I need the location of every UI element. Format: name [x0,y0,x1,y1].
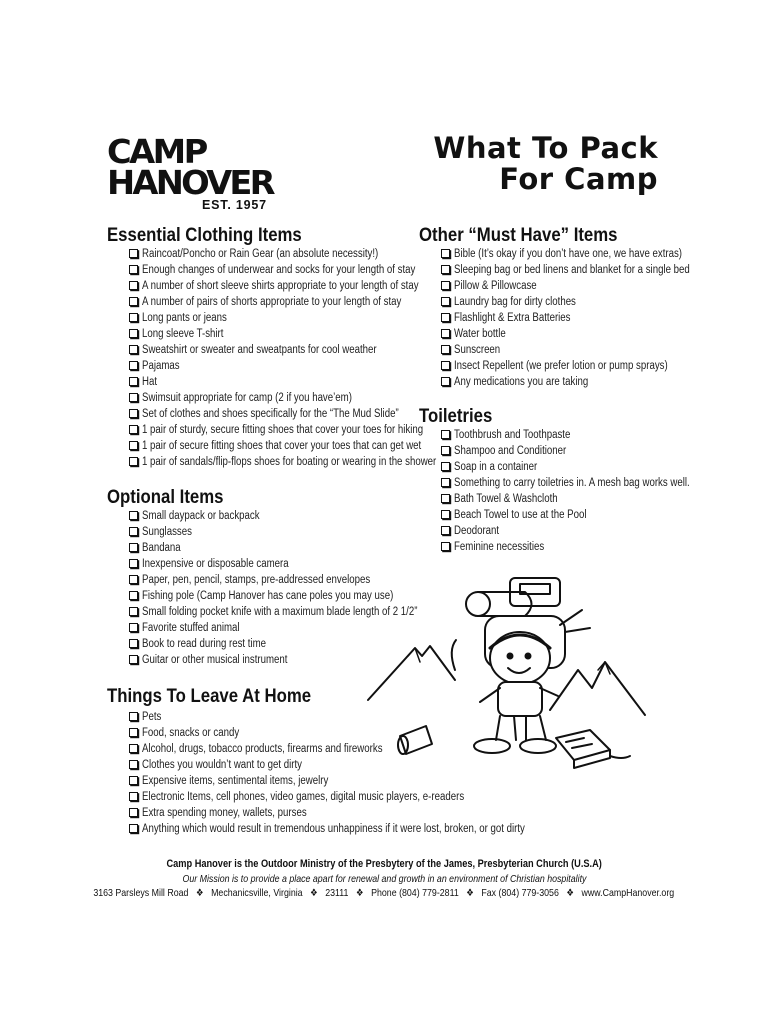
checklist-item-label: Inexpensive or disposable camera [142,558,289,570]
checklist-item [441,374,735,390]
separator-icon: ❖ [196,888,204,899]
separator-icon: ❖ [356,888,364,899]
checklist-item-label: Bible (It’s okay if you don’t have one, we have extras) [454,248,683,260]
contact-item: Fax (804) 779-3056 [481,887,560,899]
tipped-cup-drawing [398,726,432,754]
checklist-item-label: Insect Repellent (we prefer lotion or pump sprays) [454,360,668,372]
contact-item: 3163 Parsleys Mill Road [93,887,189,899]
checkbox-icon[interactable] [129,361,138,370]
checklist-item [129,262,492,278]
checklist-item-label: Food, snacks or candy [142,727,240,739]
checklist-item-label: Alcohol, drugs, tobacco products, firearms and fireworks [142,743,383,755]
checklist-item [441,342,735,358]
checklist-item-label: Book to read during rest time [142,638,267,650]
checkbox-icon[interactable] [129,265,138,274]
checkbox-icon[interactable] [129,511,138,520]
checklist-item [129,374,492,390]
optional-heading: Optional Items [107,486,224,508]
checkbox-icon[interactable] [129,313,138,322]
checklist-item-label: Expensive items, sentimental items, jewelry [142,775,329,787]
checkbox-icon[interactable] [129,591,138,600]
checklist-item-label: Water bottle [454,328,506,340]
checklist-item [129,789,598,805]
must-have-heading: Other “Must Have” Items [419,224,618,246]
checkbox-icon[interactable] [129,792,138,801]
checklist-item-label: Clothes you wouldn’t want to get dirty [142,759,303,771]
checklist-item-label: 1 pair of sandals/flip-flops shoes for boating or wearing in the shower [142,456,437,468]
checklist-item-label: Sleeping bag or bed linens and blanket for a single bed [454,264,690,276]
page-title [433,133,658,195]
checklist-item-label: Any medications you are taking [454,376,589,388]
footer-mission-line [0,873,768,885]
footer-contact-text [94,887,675,899]
checkbox-icon[interactable] [129,776,138,785]
checklist-item-label: Bandana [142,542,181,554]
checklist-item-label: Flashlight & Extra Batteries [454,312,571,324]
checklist-item-label: Hat [142,376,158,388]
checklist-item-label: Pets [142,711,162,723]
checkbox-icon[interactable] [129,655,138,664]
title-line-2: For Camp [499,162,658,196]
contact-item: 23111 [325,887,349,899]
checklist-item [441,278,735,294]
logo-word-hanover: HANOVER [107,163,273,202]
essential-list [129,246,492,470]
checklist-item [129,438,492,454]
checkbox-icon[interactable] [441,361,450,370]
checklist-item [129,805,598,821]
contact-item: Phone (804) 779-2811 [371,887,459,899]
checkbox-icon[interactable] [129,441,138,450]
checklist-item-label: Sweatshirt or sweater and sweatpants for cool weather [142,344,377,356]
checklist-item-label: Sunscreen [454,344,501,356]
checkbox-icon[interactable] [441,313,450,322]
checklist-item-label: 1 pair of secure fitting shoes that cover your toes that can get wet [142,440,422,452]
checklist-item-label: Electronic Items, cell phones, video games, digital music players, e-readers [142,791,465,803]
logo-word-camp: CAMP [107,132,206,171]
checklist-item-label: Enough changes of underwear and socks for your length of stay [142,264,416,276]
checkbox-icon[interactable] [441,377,450,386]
checkbox-icon[interactable] [129,393,138,402]
checklist-item-label: Swimsuit appropriate for camp (2 if you have’em) [142,392,352,404]
contact-item: Mechanicsville, Virginia [211,887,303,899]
checklist-item-label: 1 pair of sturdy, secure fitting shoes that cover your toes for hiking [142,424,424,436]
checkbox-icon[interactable] [441,329,450,338]
checklist-item [129,326,492,342]
checkbox-icon[interactable] [129,712,138,721]
checkbox-icon[interactable] [129,377,138,386]
essential-heading: Essential Clothing Items [107,224,302,246]
checkbox-icon[interactable] [129,760,138,769]
checklist-item-label: Small daypack or backpack [142,510,260,522]
checklist-item-label: Guitar or other musical instrument [142,654,288,666]
checkbox-icon[interactable] [129,607,138,616]
checkbox-icon[interactable] [129,744,138,753]
checklist-item-label: Deodorant [454,525,500,537]
checklist-item-label: Extra spending money, wallets, purses [142,807,307,819]
footer-contact-line [0,887,768,899]
checkbox-icon[interactable] [129,249,138,258]
separator-icon: ❖ [310,888,318,899]
checkbox-icon[interactable] [129,329,138,338]
checkbox-icon[interactable] [441,265,450,274]
checkbox-icon[interactable] [441,297,450,306]
checkbox-icon[interactable] [129,824,138,833]
child-drawing [474,632,558,753]
leave-at-home-heading: Things To Leave At Home [107,685,312,707]
toiletries-list [441,427,735,555]
checkbox-icon[interactable] [441,446,450,455]
checklist-item [441,507,735,523]
checklist-item-label: Feminine necessities [454,541,545,553]
checklist-item-label: Small folding pocket knife with a maximum blade length of 2 1/2” [142,606,418,618]
must-have-list [441,246,735,390]
checklist-item-label: Laundry bag for dirty clothes [454,296,576,308]
checklist-item [441,294,735,310]
camp-hanover-logo [107,132,282,213]
checklist-item [441,539,735,555]
separator-icon: ❖ [566,888,575,899]
checklist-item [129,821,598,837]
checkbox-icon[interactable] [129,639,138,648]
checklist-item-label: Favorite stuffed animal [142,622,240,634]
checklist-item-label: Fishing pole (Camp Hanover has cane poles you may use) [142,590,394,602]
checklist-item [129,390,492,406]
checklist-item-label: Anything which would result in tremendous unhappiness if it were lost, broken, or got dirty [142,823,525,835]
checklist-item [441,310,735,326]
checkbox-icon[interactable] [441,478,450,487]
checklist-item [441,491,735,507]
checklist-item [129,310,492,326]
checklist-item [441,523,735,539]
checklist-item-label: Pajamas [142,360,180,372]
title-line-1: What To Pack [433,131,658,165]
checkbox-icon[interactable] [441,510,450,519]
checklist-item-label: Shampoo and Conditioner [454,445,567,457]
checkbox-icon[interactable] [441,281,450,290]
checkbox-icon[interactable] [441,526,450,535]
checkbox-icon[interactable] [129,297,138,306]
checklist-item-label: Soap in a container [454,461,538,473]
checklist-item-label: Bath Towel & Washcloth [454,493,558,505]
checklist-item [441,443,735,459]
checklist-item-label: Set of clothes and shoes specifically for the “The Mud Slide” [142,408,399,420]
checkbox-icon[interactable] [129,409,138,418]
checkbox-icon[interactable] [129,559,138,568]
checklist-item-label: Paper, pen, pencil, stamps, pre-addressed envelopes [142,574,371,586]
checklist-item [441,262,735,278]
toaster-drawing [556,730,630,768]
checkbox-icon[interactable] [129,281,138,290]
checklist-item [129,294,492,310]
checkbox-icon[interactable] [129,808,138,817]
checklist-item [441,459,735,475]
checkbox-icon[interactable] [129,575,138,584]
checklist-item-label: Pillow & Pillowcase [454,280,537,292]
contact-item[interactable]: www.CampHanover.org [581,887,675,899]
checklist-item-label: Toothbrush and Toothpaste [454,429,571,441]
checkbox-icon[interactable] [129,623,138,632]
checklist-item [129,358,492,374]
toiletries-heading: Toiletries [419,405,493,427]
logo-established: EST. 1957 [202,198,267,212]
checkbox-icon[interactable] [441,462,450,471]
checklist-item-label: Long pants or jeans [142,312,227,324]
checklist-item [441,326,735,342]
checkbox-icon[interactable] [441,494,450,503]
checklist-item [441,246,735,262]
footer-mission-text: Our Mission is to provide a place apart for renewal and growth in an environment of Christian hospitality [182,873,586,885]
checkbox-icon[interactable] [129,345,138,354]
checkbox-icon[interactable] [441,345,450,354]
checkbox-icon[interactable] [129,425,138,434]
checkbox-icon[interactable] [129,543,138,552]
checklist-item [129,540,470,556]
checklist-item-label: A number of pairs of shorts appropriate to your length of stay [142,296,402,308]
checkbox-icon[interactable] [441,249,450,258]
checklist-item [129,454,492,470]
checkbox-icon[interactable] [441,430,450,439]
checklist-item [441,427,735,443]
footer-ministry-text: Camp Hanover is the Outdoor Ministry of the Presbytery of the James, Presbyterian Church (U.S.A) [166,858,602,870]
checkbox-icon[interactable] [129,527,138,536]
checklist-item [129,246,492,262]
checklist-item [129,342,492,358]
checklist-item-label: Something to carry toiletries in. A mesh bag works well. [454,477,690,489]
checklist-item-label: Beach Towel to use at the Pool [454,509,587,521]
checklist-item [441,475,735,491]
checklist-item-label: Sunglasses [142,526,192,538]
checklist-item [441,358,735,374]
camper-illustration [360,570,660,780]
checkbox-icon[interactable] [441,542,450,551]
checklist-item [129,278,492,294]
checklist-item [129,524,470,540]
checkbox-icon[interactable] [129,728,138,737]
separator-icon: ❖ [466,888,475,899]
checklist-item [129,508,470,524]
footer-ministry-line [0,858,768,870]
checklist-item-label: A number of short sleeve shirts appropriate to your length of stay [142,280,419,292]
checklist-item-label: Raincoat/Poncho or Rain Gear (an absolute necessity!) [142,248,379,260]
checkbox-icon[interactable] [129,457,138,466]
checklist-item-label: Long sleeve T-shirt [142,328,224,340]
